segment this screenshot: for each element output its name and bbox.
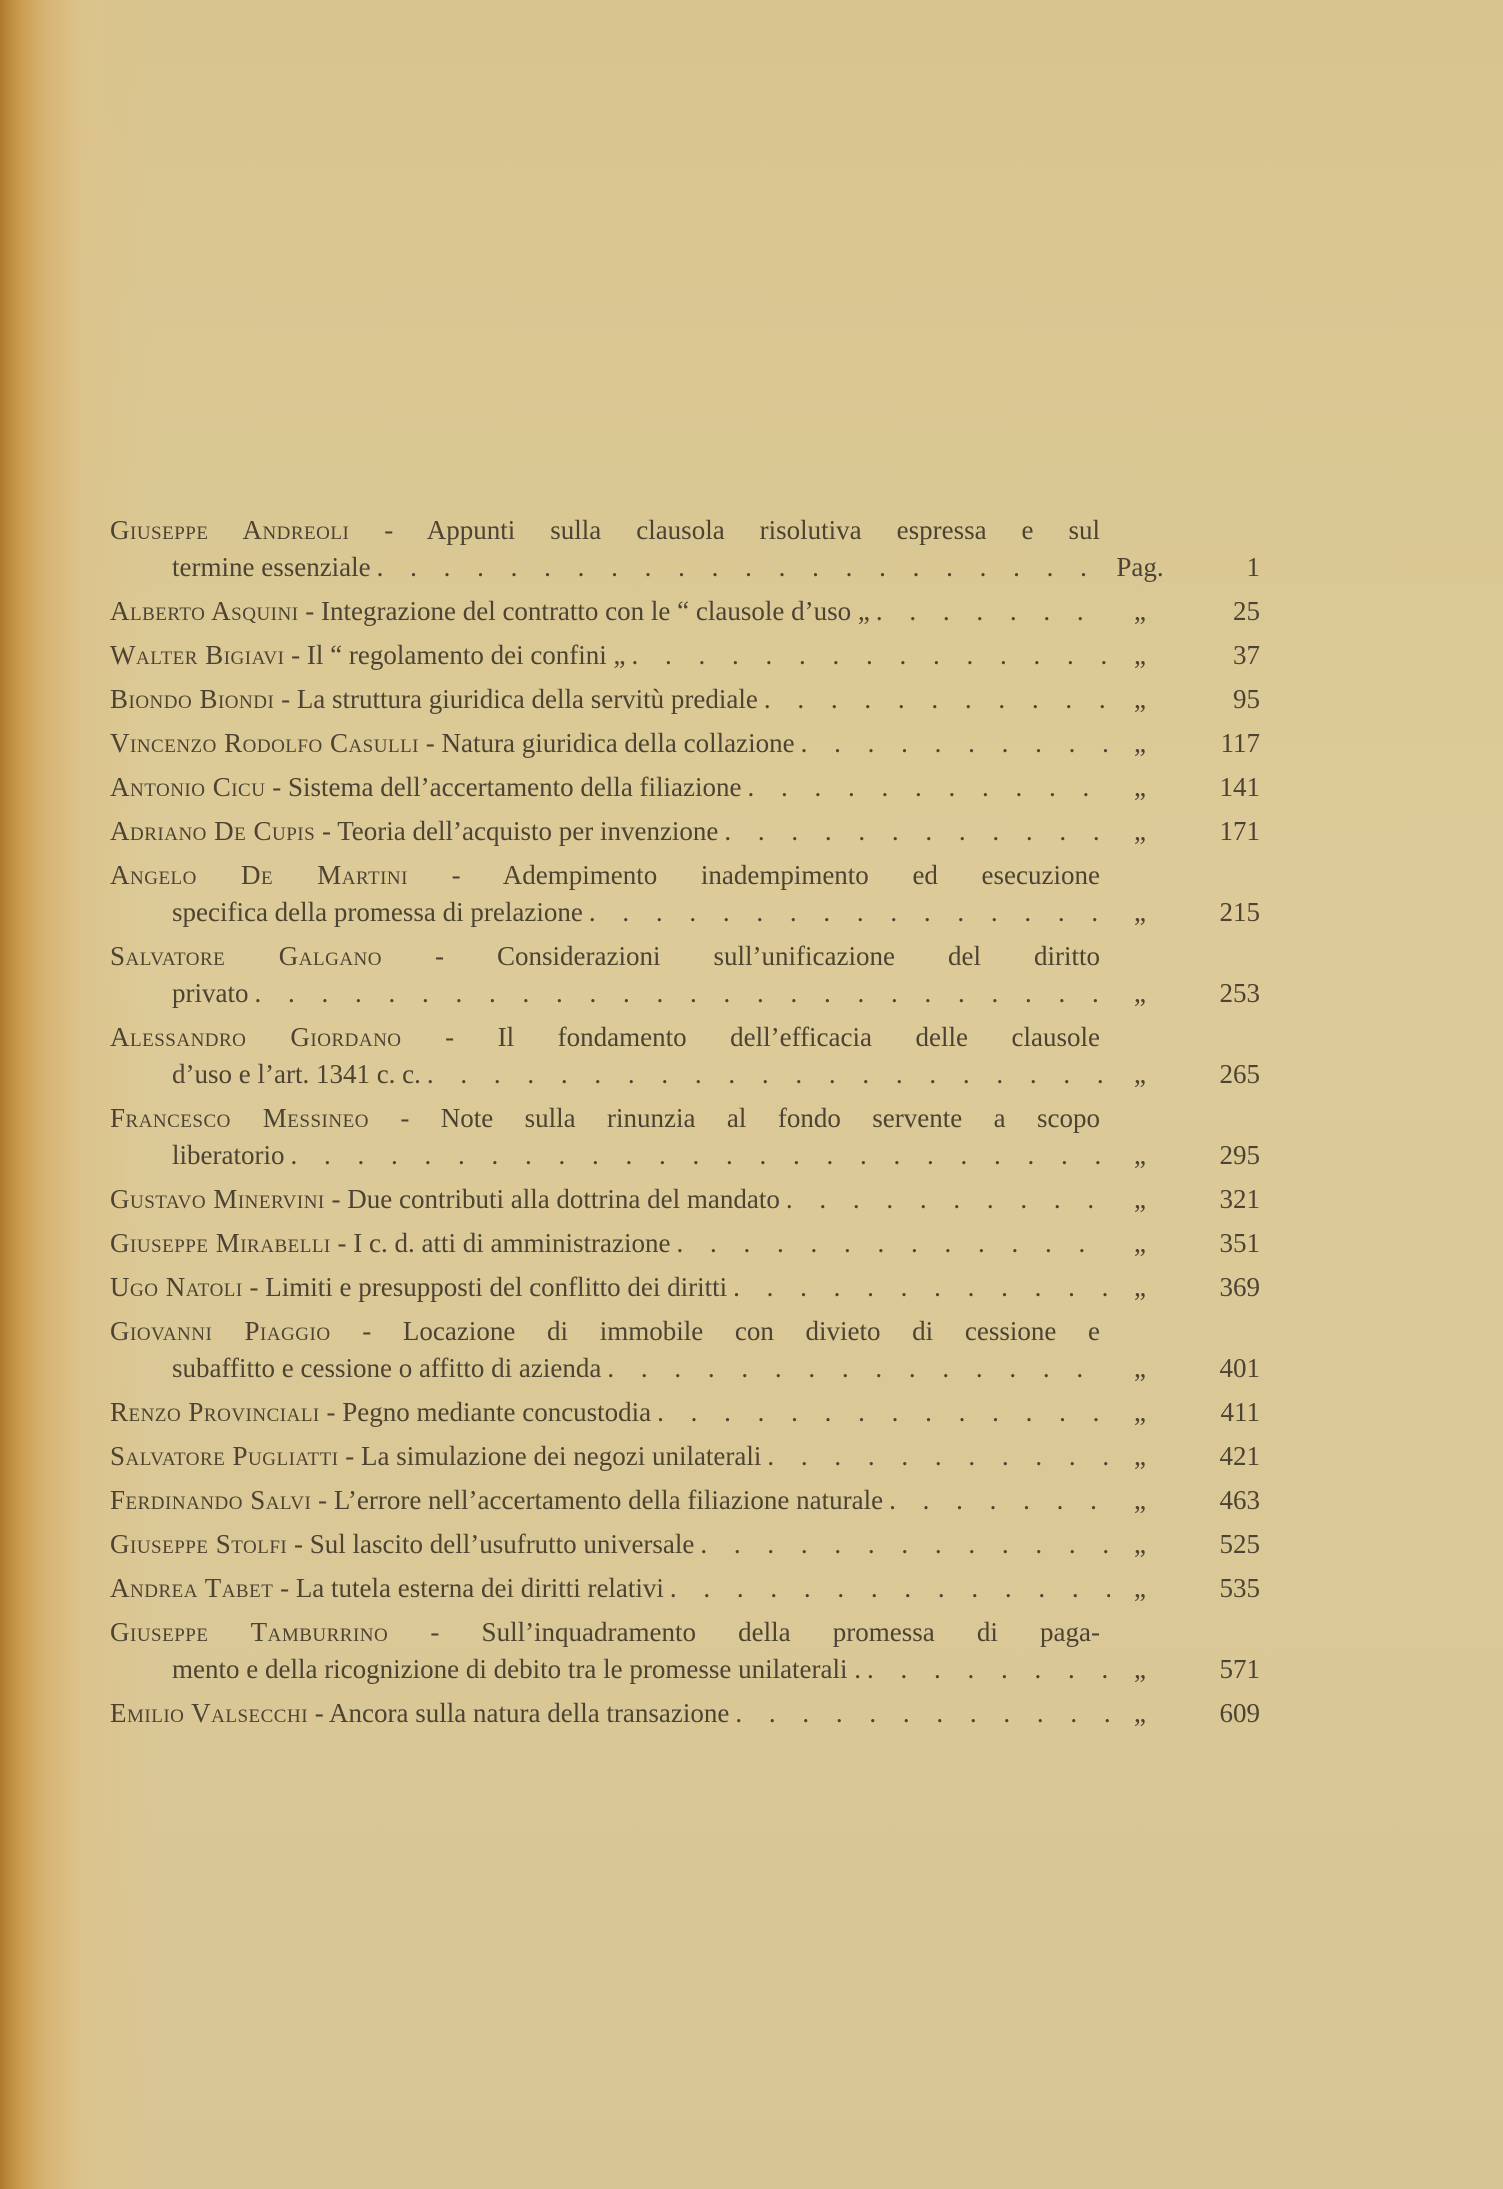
- entry-text: [172, 894, 1110, 931]
- page-number: 295: [1219, 1140, 1260, 1170]
- toc-entry: [110, 1269, 1260, 1306]
- dot-leader: [371, 549, 1110, 586]
- page-marker: „: [1134, 816, 1146, 846]
- page-number: 265: [1219, 1059, 1260, 1089]
- entry-title: Il “ regolamento dei confini „: [306, 640, 626, 670]
- entry-author: Giuseppe Mirabelli: [110, 1228, 331, 1258]
- entry-text: [110, 813, 1110, 850]
- page-number: 411: [1220, 1397, 1260, 1427]
- page-marker: „: [1134, 1228, 1146, 1258]
- entry-text: [110, 1225, 1110, 1262]
- toc-line: [110, 938, 1100, 975]
- entry-author: Antonio Cicu: [110, 772, 266, 802]
- toc-line-continuation: [110, 1350, 1260, 1387]
- entry-separator: -: [308, 1698, 330, 1728]
- entry-separator: -: [401, 1022, 498, 1052]
- entry-text: [110, 1695, 1110, 1732]
- entry-separator: -: [349, 515, 427, 545]
- toc-entry: [110, 1695, 1260, 1732]
- page-number: 141: [1219, 772, 1260, 802]
- page-number: 401: [1219, 1353, 1260, 1383]
- page-marker: „: [1134, 1272, 1146, 1302]
- toc-line-continuation: [110, 1137, 1260, 1174]
- toc-line: [110, 725, 1260, 762]
- page-number: 321: [1219, 1184, 1260, 1214]
- dot-leader: [761, 1438, 1110, 1475]
- entry-text: [110, 1570, 1110, 1607]
- dot-leader: [421, 1056, 1110, 1093]
- entry-title: L’errore nell’accertamento della filiazione naturale: [333, 1485, 884, 1515]
- toc-entry: [110, 1019, 1260, 1093]
- entry-title: Sull’inquadramento della promessa di paga-: [481, 1617, 1100, 1647]
- toc-line: [110, 1269, 1260, 1306]
- page-number: 463: [1219, 1485, 1260, 1515]
- entry-title: Locazione di immobile con divieto di cessione e: [402, 1316, 1100, 1346]
- toc-line-continuation: [110, 894, 1260, 931]
- dot-leader: [870, 593, 1110, 630]
- entry-title: Ancora sulla natura della transazione: [329, 1698, 730, 1728]
- page-marker: „: [1134, 1698, 1146, 1728]
- page-marker: „: [1134, 1184, 1146, 1214]
- entry-title-wrapper: [110, 1438, 761, 1475]
- entry-author: Biondo Biondi: [110, 684, 275, 714]
- page-number: 215: [1219, 897, 1260, 927]
- page-marker: „: [1134, 1397, 1146, 1427]
- entry-separator: -: [419, 728, 442, 758]
- toc-entry: [110, 681, 1260, 718]
- entry-title-wrapper: [110, 1526, 694, 1563]
- entry-title: Integrazione del contratto con le “ clausole d’uso „: [321, 596, 870, 626]
- entry-title-continuation: specifica della promessa di prelazione: [172, 897, 583, 927]
- table-of-contents: [110, 512, 1260, 1739]
- dot-leader: [729, 1695, 1110, 1732]
- toc-entry: [110, 1614, 1260, 1688]
- page-number: 1: [1246, 552, 1260, 582]
- entry-title: Considerazioni sull’unificazione del diritto: [497, 941, 1100, 971]
- entry-separator: -: [265, 772, 288, 802]
- page-marker: „: [1134, 684, 1146, 714]
- entry-separator: -: [330, 1316, 403, 1346]
- page-number: 369: [1219, 1272, 1260, 1302]
- entry-author: Francesco Messineo: [110, 1103, 369, 1133]
- toc-line: [110, 1394, 1260, 1431]
- entry-separator: -: [315, 816, 338, 846]
- dot-leader: [780, 1181, 1110, 1218]
- page-marker: „: [1134, 596, 1146, 626]
- entry-title: La struttura giuridica della servitù prediale: [296, 684, 758, 714]
- entry-author: Ugo Natoli: [110, 1272, 243, 1302]
- entry-title-wrapper: [110, 681, 758, 718]
- entry-title-continuation: privato: [172, 978, 249, 1008]
- entry-title-wrapper: [110, 1225, 670, 1262]
- toc-entry: [110, 1100, 1260, 1174]
- entry-separator: -: [324, 1184, 348, 1214]
- toc-entry: [110, 1394, 1260, 1431]
- entry-author: Walter Bigiavi: [110, 640, 285, 670]
- toc-line: [110, 1438, 1260, 1475]
- entry-title-continuation: termine essenziale: [172, 552, 371, 582]
- toc-entry: [110, 593, 1260, 630]
- toc-line: [110, 769, 1260, 806]
- toc-line-continuation: [110, 1651, 1260, 1688]
- entry-separator: -: [274, 684, 297, 714]
- entry-author: Giuseppe Tamburrino: [110, 1617, 389, 1647]
- page-marker: „: [1134, 1353, 1146, 1383]
- entry-title: Note sulla rinunzia al fondo servente a scopo: [440, 1103, 1100, 1133]
- toc-line: [110, 1614, 1100, 1651]
- entry-title-wrapper: [110, 1482, 883, 1519]
- dot-leader: [758, 681, 1110, 718]
- page-marker: „: [1134, 1485, 1146, 1515]
- entry-title-wrapper: [110, 593, 870, 630]
- entry-text: [172, 1350, 1110, 1387]
- toc-line: [110, 1526, 1260, 1563]
- entry-author: Salvatore Galgano: [110, 941, 382, 971]
- entry-text: [110, 1438, 1110, 1475]
- dot-leader: [795, 725, 1110, 762]
- page-marker: Pag.: [1116, 552, 1164, 582]
- entry-title: Due contributi alla dottrina del mandato: [347, 1184, 780, 1214]
- entry-title: La tutela esterna dei diritti relativi: [295, 1573, 664, 1603]
- dot-leader: [626, 637, 1110, 674]
- entry-title: Appunti sulla clausola risolutiva espressa e sul: [426, 515, 1100, 545]
- entry-author: Angelo De Martini: [110, 860, 408, 890]
- entry-title-wrapper: [110, 769, 742, 806]
- entry-title-wrapper: [110, 1394, 651, 1431]
- page-number: 117: [1220, 728, 1260, 758]
- entry-title: Teoria dell’acquisto per invenzione: [337, 816, 719, 846]
- entry-author: Alberto Asquini: [110, 596, 299, 626]
- dot-leader: [718, 813, 1110, 850]
- dot-leader: [883, 1482, 1110, 1519]
- entry-title: Pegno mediante concustodia: [342, 1397, 652, 1427]
- entry-separator: -: [381, 941, 498, 971]
- entry-author: Ferdinando Salvi: [110, 1485, 312, 1515]
- toc-entry: [110, 1526, 1260, 1563]
- page-number: 525: [1219, 1529, 1260, 1559]
- entry-title-continuation: liberatorio: [172, 1140, 285, 1170]
- entry-text: [110, 769, 1110, 806]
- toc-entry: [110, 1482, 1260, 1519]
- entry-separator: -: [311, 1485, 334, 1515]
- entry-separator: -: [388, 1617, 482, 1647]
- toc-entry: [110, 1181, 1260, 1218]
- entry-text: [172, 975, 1110, 1012]
- entry-separator: -: [407, 860, 503, 890]
- page-number: 171: [1219, 816, 1260, 846]
- page-marker: „: [1134, 1059, 1146, 1089]
- toc-entry: [110, 813, 1260, 850]
- page-number: 609: [1219, 1698, 1260, 1728]
- dot-leader: [742, 769, 1111, 806]
- page-marker: „: [1134, 640, 1146, 670]
- page-number: 25: [1233, 596, 1260, 626]
- toc-line-continuation: [110, 549, 1260, 586]
- toc-line: [110, 681, 1260, 718]
- entry-text: [110, 1269, 1110, 1306]
- entry-text: [172, 1056, 1110, 1093]
- entry-text: [172, 549, 1110, 586]
- entry-title-continuation: d’uso e l’art. 1341 c. c.: [172, 1059, 421, 1089]
- entry-title: Sul lascito dell’usufrutto universale: [309, 1529, 695, 1559]
- toc-entry: [110, 938, 1260, 1012]
- entry-title-continuation: subaffitto e cessione o affitto di azienda: [172, 1353, 602, 1383]
- entry-separator: -: [368, 1103, 441, 1133]
- entry-author: Adriano De Cupis: [110, 816, 316, 846]
- entry-title: Il fondamento dell’efficacia delle clausole: [497, 1022, 1100, 1052]
- toc-entry: [110, 725, 1260, 762]
- entry-author: Giuseppe Andreoli: [110, 515, 350, 545]
- toc-line: [110, 1181, 1260, 1218]
- entry-title: Limiti e presupposti del conflitto dei diritti: [265, 1272, 728, 1302]
- entry-title-wrapper: [110, 1695, 729, 1732]
- dot-leader: [651, 1394, 1110, 1431]
- toc-entry: [110, 769, 1260, 806]
- dot-leader: [670, 1225, 1110, 1262]
- entry-separator: -: [319, 1397, 343, 1427]
- entry-separator: -: [330, 1228, 354, 1258]
- entry-author: Emilio Valsecchi: [110, 1698, 309, 1728]
- toc-line: [110, 1225, 1260, 1262]
- page-marker: „: [1134, 897, 1146, 927]
- entry-title-wrapper: [110, 1269, 727, 1306]
- entry-text: [110, 681, 1110, 718]
- entry-text: [110, 1181, 1110, 1218]
- entry-title-continuation: mento e della ricognizione di debito tra le promesse unilaterali .: [172, 1654, 862, 1684]
- toc-line-continuation: [110, 975, 1260, 1012]
- page-number: 421: [1219, 1441, 1260, 1471]
- toc-line: [110, 1313, 1100, 1350]
- toc-line: [110, 1570, 1260, 1607]
- entry-author: Gustavo Minervini: [110, 1184, 325, 1214]
- toc-entry: [110, 857, 1260, 931]
- page-marker: „: [1134, 772, 1146, 802]
- entry-title-wrapper: [110, 1570, 664, 1607]
- page-number: 351: [1219, 1228, 1260, 1258]
- dot-leader: [727, 1269, 1110, 1306]
- entry-separator: -: [338, 1441, 362, 1471]
- entry-author: Andrea Tabet: [110, 1573, 274, 1603]
- entry-text: [172, 1651, 1110, 1688]
- entry-text: [110, 593, 1110, 630]
- page-marker: „: [1134, 1140, 1146, 1170]
- dot-leader: [694, 1526, 1110, 1563]
- dot-leader: [248, 975, 1110, 1012]
- page-number: 95: [1233, 684, 1260, 714]
- toc-line: [110, 593, 1260, 630]
- dot-leader: [601, 1350, 1110, 1387]
- toc-line: [110, 857, 1100, 894]
- toc-line: [110, 1100, 1100, 1137]
- toc-entry: [110, 1570, 1260, 1607]
- entry-author: Giuseppe Stolfi: [110, 1529, 288, 1559]
- dot-leader: [664, 1570, 1110, 1607]
- page-marker: „: [1134, 1529, 1146, 1559]
- entry-author: Renzo Provinciali: [110, 1397, 320, 1427]
- toc-entry: [110, 1438, 1260, 1475]
- toc-entry: [110, 512, 1260, 586]
- page-marker: „: [1134, 1573, 1146, 1603]
- toc-line-continuation: [110, 1056, 1260, 1093]
- toc-line: [110, 813, 1260, 850]
- entry-text: [172, 1137, 1110, 1174]
- page-number: 571: [1219, 1654, 1260, 1684]
- entry-separator: -: [287, 1529, 310, 1559]
- toc-entry: [110, 1225, 1260, 1262]
- page-number: 535: [1219, 1573, 1260, 1603]
- dot-leader: [284, 1137, 1110, 1174]
- entry-text: [110, 725, 1110, 762]
- toc-line: [110, 1695, 1260, 1732]
- entry-title: Sistema dell’accertamento della filiazione: [287, 772, 742, 802]
- entry-title-wrapper: [110, 1181, 780, 1218]
- entry-text: [110, 1526, 1110, 1563]
- toc-line: [110, 1019, 1100, 1056]
- entry-title-wrapper: [110, 813, 718, 850]
- page-number: 37: [1233, 640, 1260, 670]
- page-marker: „: [1134, 978, 1146, 1008]
- dot-leader: [583, 894, 1110, 931]
- page-marker: „: [1134, 728, 1146, 758]
- entry-title: Adempimento inadempimento ed esecuzione: [502, 860, 1100, 890]
- page-number: 253: [1219, 978, 1260, 1008]
- entry-separator: -: [284, 640, 307, 670]
- entry-author: Alessandro Giordano: [110, 1022, 402, 1052]
- entry-author: Giovanni Piaggio: [110, 1316, 331, 1346]
- entry-title-wrapper: [110, 637, 626, 674]
- entry-title: Natura giuridica della collazione: [441, 728, 795, 758]
- entry-text: [110, 637, 1110, 674]
- entry-author: Salvatore Pugliatti: [110, 1441, 339, 1471]
- toc-entry: [110, 637, 1260, 674]
- entry-separator: -: [242, 1272, 266, 1302]
- page-marker: „: [1134, 1654, 1146, 1684]
- entry-title-wrapper: [110, 725, 795, 762]
- dot-leader: [861, 1651, 1110, 1688]
- toc-line: [110, 512, 1100, 549]
- entry-text: [110, 1482, 1110, 1519]
- entry-title: I c. d. atti di amministrazione: [353, 1228, 671, 1258]
- entry-separator: -: [273, 1573, 296, 1603]
- entry-title: La simulazione dei negozi unilaterali: [361, 1441, 762, 1471]
- entry-text: [110, 1394, 1110, 1431]
- entry-separator: -: [298, 596, 322, 626]
- entry-author: Vincenzo Rodolfo Casulli: [110, 728, 419, 758]
- toc-line: [110, 637, 1260, 674]
- toc-entry: [110, 1313, 1260, 1387]
- toc-line: [110, 1482, 1260, 1519]
- page-marker: „: [1134, 1441, 1146, 1471]
